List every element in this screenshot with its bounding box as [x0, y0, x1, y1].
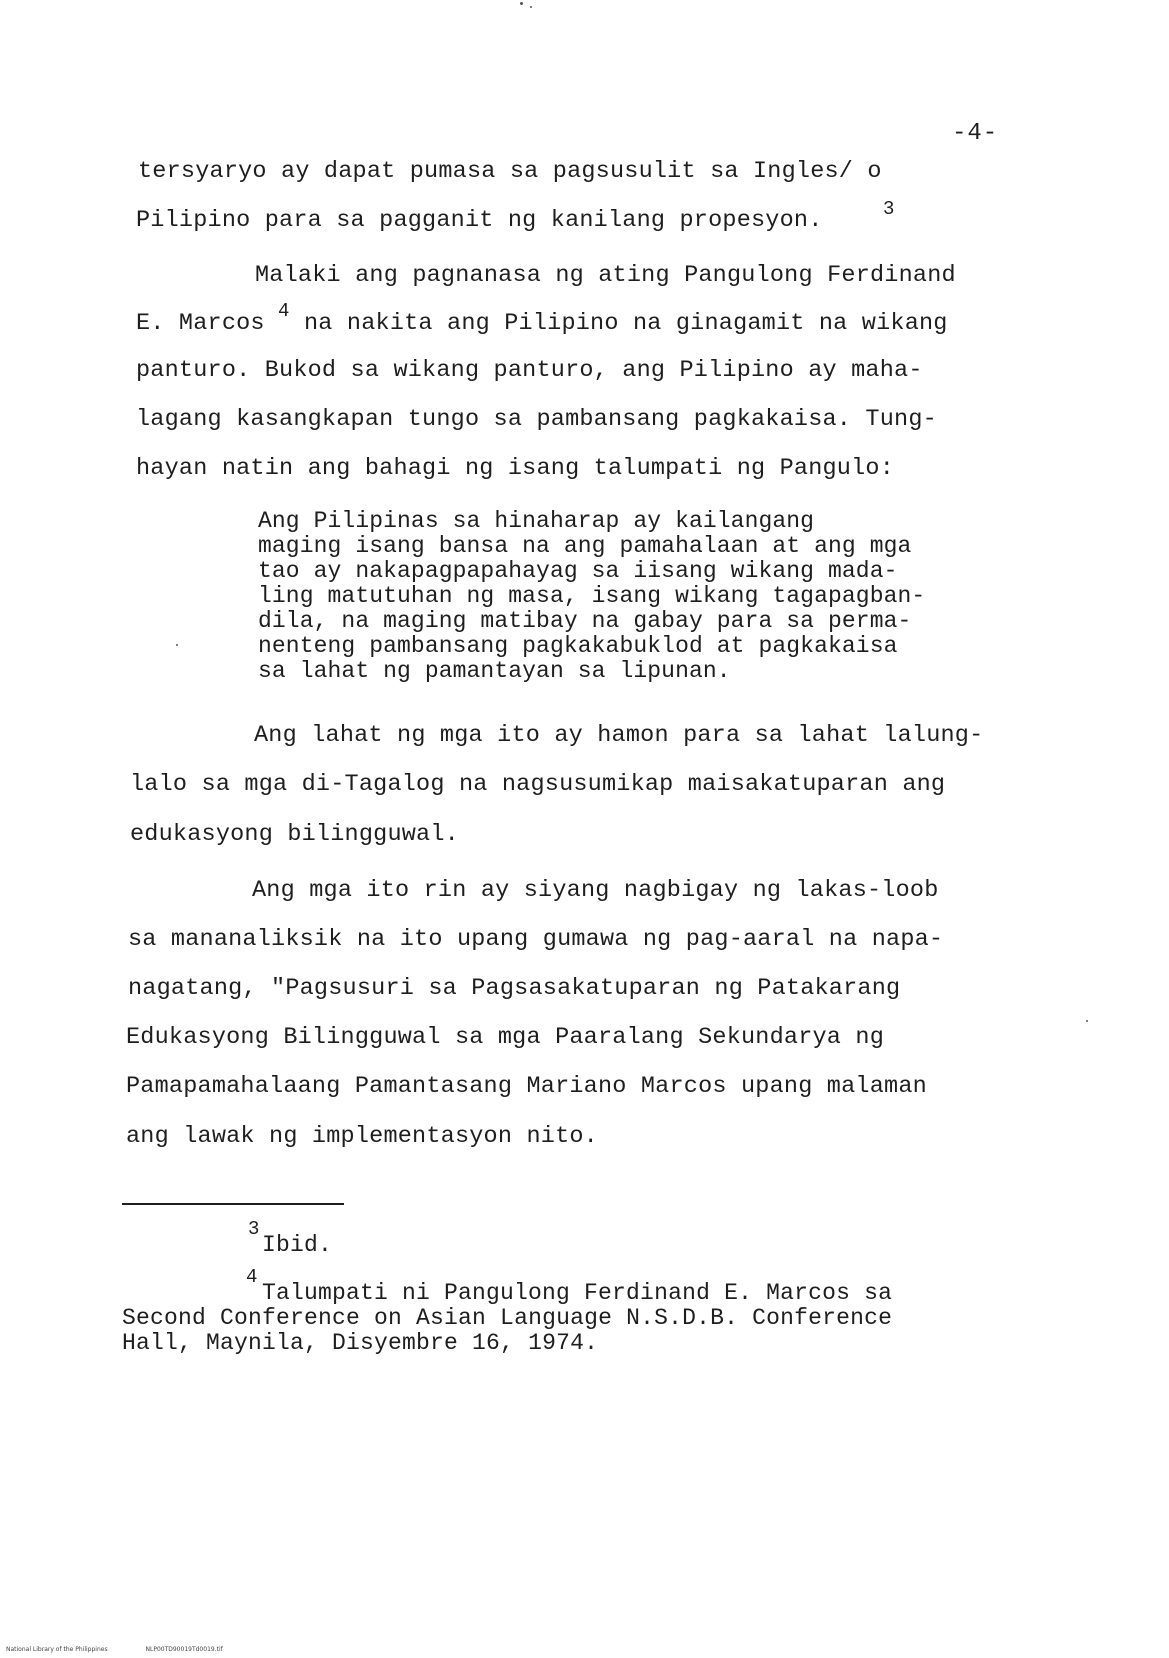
scan-speck [1086, 1020, 1088, 1022]
body-line: lagang kasangkapan tungo sa pambansang pagkakaisa. Tung- [136, 406, 937, 433]
quote-line: nenteng pambansang pagkakabuklod at pagkakaisa [258, 633, 898, 659]
body-line: Malaki ang pagnanasa ng ating Pangulong Ferdinand [255, 262, 956, 289]
body-line: Ang mga ito rin ay siyang nagbigay ng lakas-loob [252, 877, 939, 904]
page-number: -4- [952, 120, 999, 147]
footnote-reference: 4 [278, 300, 290, 322]
body-line: panturo. Bukod sa wikang panturo, ang Pilipino ay maha- [136, 357, 923, 384]
quote-line: ling matutuhan ng masa, isang wikang tagapagban- [258, 583, 926, 609]
scan-speck [520, 2, 523, 5]
footnote-reference: 3 [883, 198, 895, 220]
quote-line: dila, na maging matibay na gabay para sa perma- [258, 608, 912, 634]
footnote-separator [122, 1203, 344, 1205]
body-line: E. Marcos [136, 310, 265, 337]
scan-footer-right: NLP00TD90019Td0019.tif [145, 1646, 223, 1653]
body-line: Edukasyong Bilingguwal sa mga Paaralang Sekundarya ng [126, 1024, 885, 1051]
body-line: ang lawak ng implementasyon nito. [126, 1123, 598, 1150]
body-line: lalo sa mga di-Tagalog na nagsusumikap maisakatuparan ang [130, 771, 946, 798]
scan-footer [6, 1646, 259, 1653]
scan-footer-left: National Library of the Philippines [6, 1646, 108, 1653]
footnote-text: Talumpati ni Pangulong Ferdinand E. Marcos sa [262, 1280, 893, 1306]
body-line: sa mananaliksik na ito upang gumawa ng pag-aaral na napa- [128, 926, 944, 953]
scan-speck [176, 644, 178, 646]
quote-line: sa lahat ng pamantayan sa lipunan. [258, 658, 731, 684]
body-line: na nakita ang Pilipino na ginagamit na wikang [304, 310, 948, 337]
body-line: Pamapamahalaang Pamantasang Mariano Marcos upang malaman [126, 1073, 927, 1100]
footnote-text: Second Conference on Asian Language N.S.D.B. Conference [122, 1305, 893, 1331]
quote-line: Ang Pilipinas sa hinaharap ay kailangang [258, 508, 815, 534]
footnote-mark: 4 [246, 1266, 258, 1288]
footnote-text: Hall, Maynila, Disyembre 16, 1974. [122, 1330, 599, 1356]
body-line: nagatang, "Pagsusuri sa Pagsasakatuparan ng Patakarang [128, 975, 901, 1002]
body-line: Pilipino para sa pagganit ng kanilang propesyon. [136, 207, 823, 234]
quote-line: maging isang bansa na ang pamahalaan at ang mga [258, 533, 912, 559]
body-line: Ang lahat ng mga ito ay hamon para sa lahat lalung- [254, 722, 984, 749]
body-line: hayan natin ang bahagi ng isang talumpati ng Pangulo: [136, 455, 895, 482]
footnote-text: Ibid. [262, 1232, 333, 1258]
scan-speck [530, 6, 532, 8]
body-line: edukasyong bilingguwal. [130, 821, 459, 848]
footnote-mark: 3 [248, 1218, 260, 1240]
quote-line: tao ay nakapagpapahayag sa iisang wikang mada- [258, 558, 898, 584]
body-line: tersyaryo ay dapat pumasa sa pagsusulit sa Ingles/ o [138, 158, 882, 185]
